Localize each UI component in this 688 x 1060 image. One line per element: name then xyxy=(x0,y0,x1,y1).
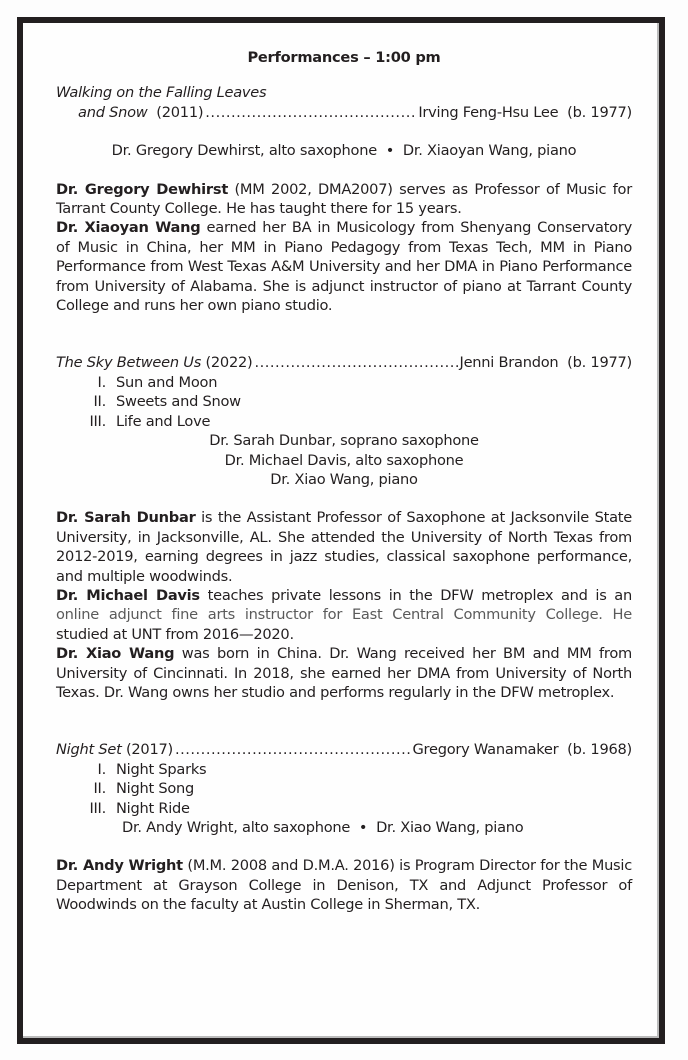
movement-name: Life and Love xyxy=(116,412,211,430)
bio-michael-davis xyxy=(56,586,632,644)
movement-number: II. xyxy=(93,393,106,411)
bio-sarah-dunbar xyxy=(56,508,632,586)
performer-line: Dr. Michael Davis, alto saxophone xyxy=(224,451,464,469)
movement-name: Sweets and Snow xyxy=(116,393,241,411)
piece-walking-on-the-falling-leaves xyxy=(56,83,632,315)
composer: Gregory Wanamaker xyxy=(412,741,559,759)
page-title: Performances – 1:00 pm xyxy=(247,49,441,66)
bio-gregory-dewhirst xyxy=(56,180,632,219)
movement-number: I. xyxy=(97,373,106,391)
movement-number: III. xyxy=(89,412,106,430)
work-title: Night Set xyxy=(56,741,122,759)
performer-line: Dr. Xiao Wang, piano xyxy=(270,470,418,488)
movement-item xyxy=(56,373,632,392)
leader-dots xyxy=(175,740,411,759)
movement-number: III. xyxy=(89,799,106,817)
movement-number: II. xyxy=(93,780,106,798)
performer-line: Dr. Sarah Dunbar, soprano saxophone xyxy=(209,432,479,450)
work-year: (2011) xyxy=(156,103,204,121)
composer: Jenni Brandon xyxy=(459,354,559,372)
bio-name: Dr. Gregory Dewhirst xyxy=(56,180,229,198)
composer: Irving Feng-Hsu Lee xyxy=(418,103,559,121)
leader-dots xyxy=(254,353,457,372)
bio-xiao-wang xyxy=(56,644,632,702)
bio-text: is the Assistant Professor of Saxophone at Jacksonvile State University, in Jacksonville, AL. She attended the University of North Texas from 2012-2019, earning degrees in jazz studies, classical saxophone performance, and multiple woodwinds. xyxy=(56,509,632,585)
work-title-cont: and Snow xyxy=(78,103,148,121)
movement-list xyxy=(56,373,632,431)
bio-name: Dr. Xiao Wang xyxy=(56,645,175,663)
movement-name: Night Song xyxy=(116,780,195,798)
bio-text-gray: online adjunct fine arts instructor for East Central Community College. He xyxy=(56,606,632,624)
movement-item xyxy=(56,779,632,798)
movement-item xyxy=(56,799,632,818)
bio-text: teaches private lessons in the DFW metroplex and is an xyxy=(199,586,632,604)
movement-item xyxy=(56,412,632,431)
movement-name: Sun and Moon xyxy=(116,373,218,391)
bio-text: earned her BA in Musicology from Shenyang Conservatory of Music in China, her MM in Piano Pedagogy from Texas Tech, MM in Piano Performance from West Texas A&M University and her DMA in Piano Performance from University of Alabama. She is adjunct instructor of piano at Tarrant County College and runs her own piano studio. xyxy=(56,219,632,315)
leader-dots xyxy=(205,103,416,122)
bio-name: Dr. Sarah Dunbar xyxy=(56,509,196,527)
bio-xiaoyan-wang xyxy=(56,218,632,315)
work-line xyxy=(56,103,632,122)
bio-name: Dr. Michael Davis xyxy=(56,586,200,604)
movement-item xyxy=(56,392,632,411)
movement-number: I. xyxy=(97,760,106,778)
work-year: (2017) xyxy=(125,741,173,759)
work-line xyxy=(56,353,632,372)
movement-list xyxy=(56,760,632,818)
movement-name: Night Sparks xyxy=(116,760,207,778)
bio-text-end: studied at UNT from 2016—2020. xyxy=(56,625,294,643)
performers: Dr. Gregory Dewhirst, alto saxophone • Dr. Xiaoyan Wang, piano xyxy=(111,142,577,160)
piece-the-sky-between-us xyxy=(56,353,632,702)
piece-night-set xyxy=(56,740,632,914)
bio-text: (M.M. 2008 and D.M.A. 2016) is Program Director for the Music Department at Grayson College in Denison, TX and Adjunct Professor of Woodwinds on the faculty at Austin College in Sherman, TX. xyxy=(56,857,632,914)
work-year: (2022) xyxy=(205,354,253,372)
performers: Dr. Andy Wright, alto saxophone • Dr. Xiao Wang, piano xyxy=(122,819,524,836)
bio-text: (MM 2002, DMA2007) serves as Professor of Music for Tarrant County College. He has taught there for 15 years. xyxy=(56,180,632,218)
program-content xyxy=(56,48,632,915)
composer-dates: (b. 1977) xyxy=(567,103,632,121)
bio-name: Dr. Andy Wright xyxy=(56,857,183,875)
work-title: Walking on the Falling Leaves xyxy=(56,84,267,102)
work-line xyxy=(56,740,632,759)
bio-name: Dr. Xiaoyan Wang xyxy=(56,219,201,237)
movement-name: Night Ride xyxy=(116,799,190,817)
work-title: The Sky Between Us xyxy=(56,354,202,372)
bio-andy-wright xyxy=(56,856,632,914)
bio-text: was born in China. Dr. Wang received her BM and MM from University of Cincinnati. In 2018, she earned her DMA from University of North Texas. Dr. Wang owns her studio and performs regularly in the DFW metroplex. xyxy=(56,645,632,701)
movement-item xyxy=(56,760,632,779)
composer-dates: (b. 1977) xyxy=(567,354,632,372)
composer-dates: (b. 1968) xyxy=(567,741,632,759)
